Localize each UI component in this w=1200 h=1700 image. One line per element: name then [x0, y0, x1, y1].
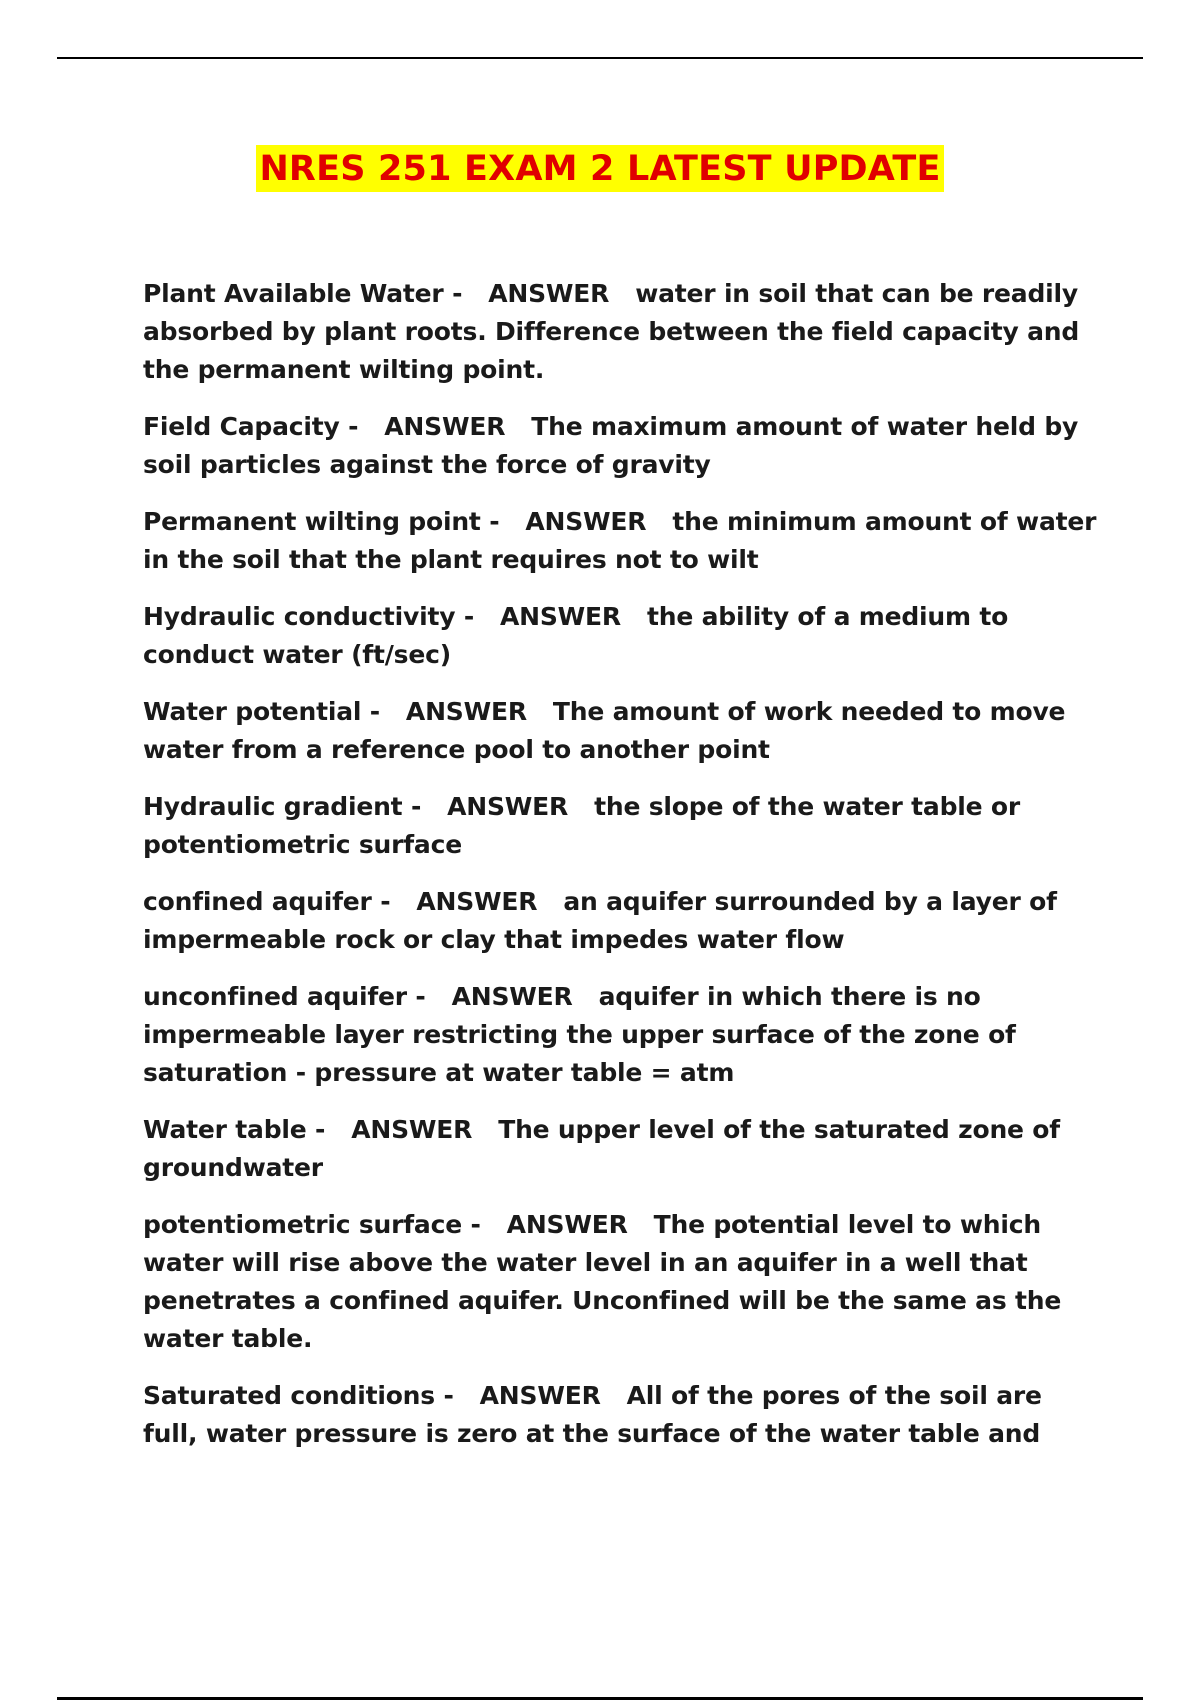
entry-term: Hydraulic conductivity — [143, 602, 456, 631]
answer-label: ANSWER — [451, 982, 573, 1011]
qa-entry — [143, 1377, 1103, 1453]
entry-separator: - — [480, 507, 500, 536]
answer-label: ANSWER — [447, 792, 569, 821]
answer-label: ANSWER — [500, 602, 621, 631]
entry-definition: The maximum amount of water held by soil particles against the force of gravity — [143, 412, 1079, 479]
entry-definition: the slope of the water table or potentiometric surface — [143, 792, 1021, 859]
entry-separator: - — [402, 792, 422, 821]
qa-entry — [143, 598, 1103, 674]
entry-separator: - — [371, 887, 391, 916]
qa-entry — [143, 408, 1103, 484]
entry-separator: - — [461, 1210, 481, 1239]
entry-term: Water table — [143, 1115, 307, 1144]
entry-term: Permanent wilting point — [143, 507, 481, 536]
title-block — [0, 145, 1200, 192]
qa-entry — [143, 1206, 1103, 1358]
qa-entry — [143, 275, 1103, 389]
entry-separator: - — [361, 697, 380, 726]
entry-term: Water potential — [143, 697, 362, 726]
entry-definition: aquifer in which there is no impermeable layer restricting the upper surface of the zone of saturation - pressure at water table = atm — [143, 982, 1016, 1087]
answer-label: ANSWER — [351, 1115, 473, 1144]
entry-separator: - — [434, 1381, 454, 1410]
answer-label: ANSWER — [488, 279, 610, 308]
entry-definition: the minimum amount of water in the soil that the plant requires not to wilt — [143, 507, 1097, 574]
entry-term: unconfined aquifer — [143, 982, 407, 1011]
entry-separator: - — [306, 1115, 326, 1144]
entry-separator: - — [406, 982, 426, 1011]
entry-definition: water in soil that can be readily absorbed by plant roots. Difference between the field capacity and the permanent wilting point. — [143, 279, 1080, 384]
top-rule — [57, 57, 1143, 59]
qa-entry — [143, 978, 1103, 1092]
qa-entry — [143, 883, 1103, 959]
answer-label: ANSWER — [479, 1381, 601, 1410]
answer-label: ANSWER — [506, 1210, 628, 1239]
entry-definition: an aquifer surrounded by a layer of impermeable rock or clay that impedes water flow — [143, 887, 1057, 954]
qa-list — [143, 275, 1103, 1472]
qa-entry — [143, 788, 1103, 864]
entry-term: Saturated conditions — [143, 1381, 435, 1410]
answer-label: ANSWER — [525, 507, 647, 536]
entry-term: Hydraulic gradient — [143, 792, 403, 821]
qa-entry — [143, 503, 1103, 579]
document-title: NRES 251 EXAM 2 LATEST UPDATE — [256, 145, 943, 192]
answer-label: ANSWER — [416, 887, 538, 916]
entry-definition: The amount of work needed to move water from a reference pool to another point — [143, 697, 1066, 764]
entry-separator: - — [443, 279, 463, 308]
qa-entry — [143, 693, 1103, 769]
entry-separator: - — [455, 602, 474, 631]
entry-term: confined aquifer — [143, 887, 372, 916]
answer-label: ANSWER — [405, 697, 527, 726]
entry-definition: The upper level of the saturated zone of groundwater — [143, 1115, 1060, 1182]
entry-separator: - — [339, 412, 359, 441]
entry-definition: All of the pores of the soil are full, water pressure is zero at the surface of the water table and — [143, 1381, 1042, 1448]
qa-entry — [143, 1111, 1103, 1187]
entry-term: Field Capacity — [143, 412, 340, 441]
entry-definition: The potential level to which water will rise above the water level in an aquifer in a well that penetrates a confined aquifer. Unconfined will be the same as the water table. — [143, 1210, 1062, 1353]
entry-term: Plant Available Water — [143, 279, 444, 308]
answer-label: ANSWER — [384, 412, 506, 441]
entry-term: potentiometric surface — [143, 1210, 462, 1239]
entry-definition: the ability of a medium to conduct water (ft/sec) — [143, 602, 1009, 669]
